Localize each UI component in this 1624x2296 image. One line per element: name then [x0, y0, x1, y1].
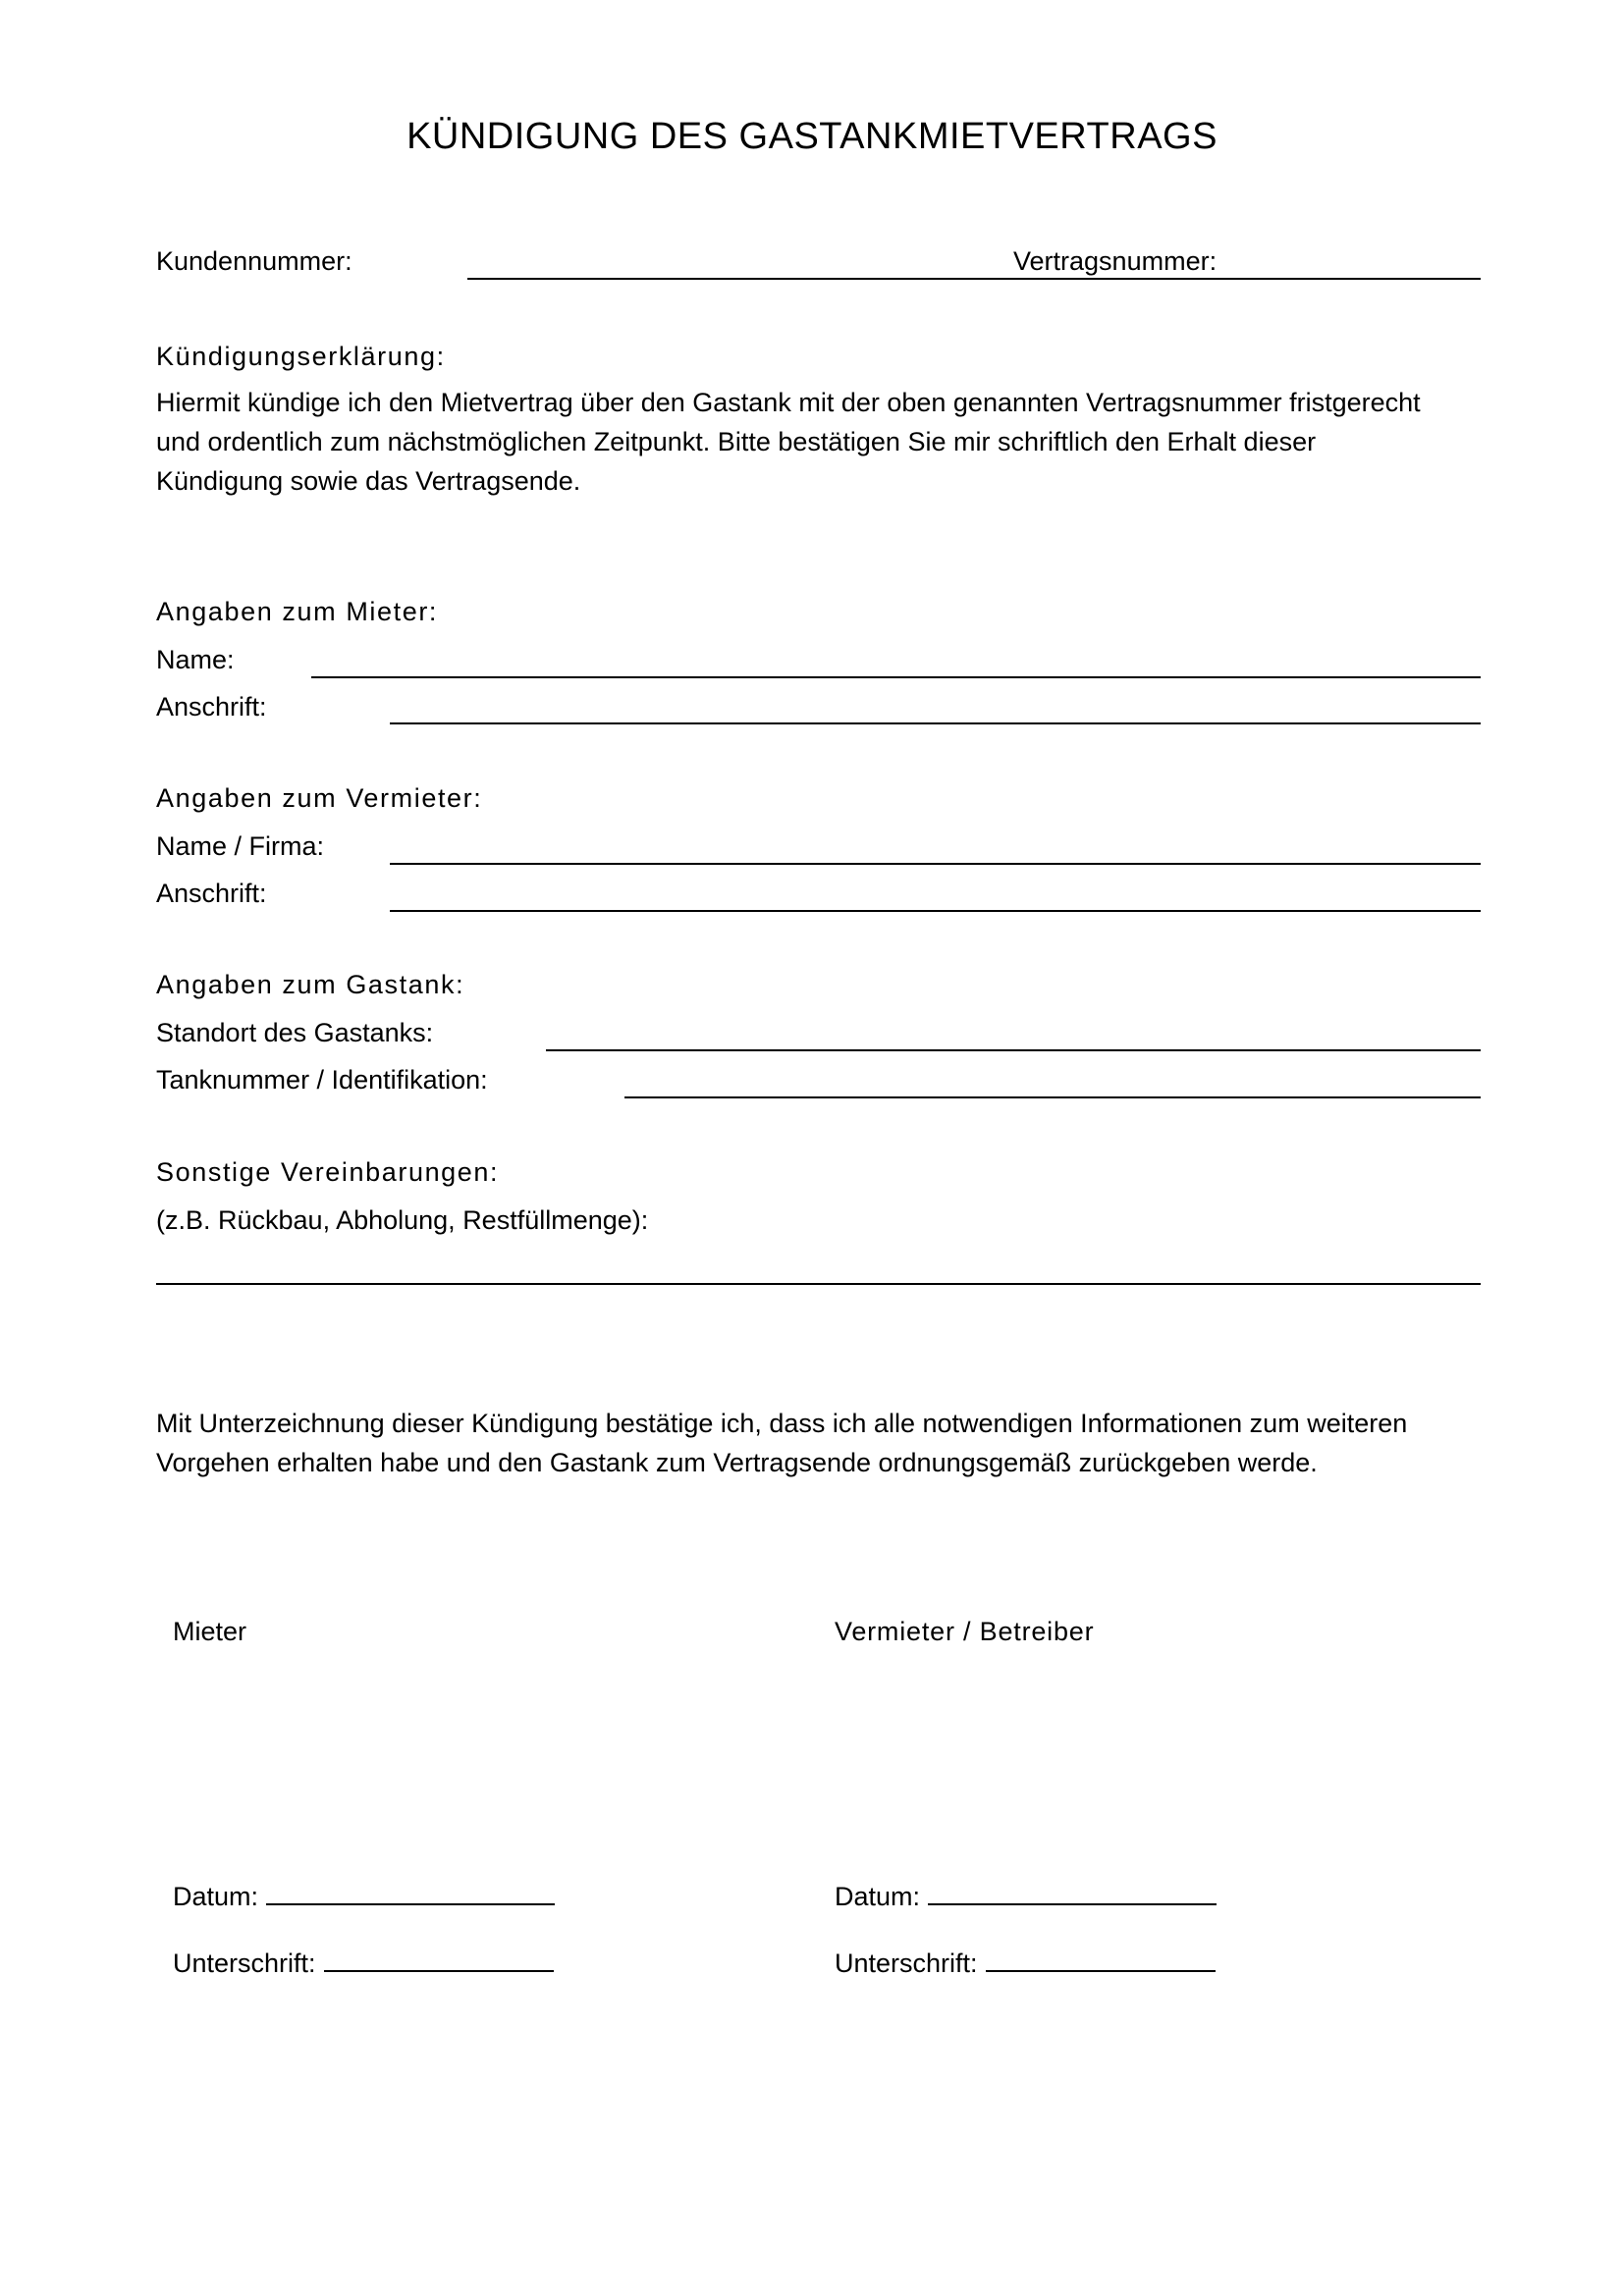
tenant-address-label: Anschrift: [156, 692, 267, 721]
tenant-date-field[interactable] [266, 1880, 555, 1905]
tenant-heading: Angaben zum Mieter: [156, 597, 439, 626]
customer-number-field[interactable] [467, 278, 1481, 280]
termination-heading: Kündigungserklärung: [156, 342, 446, 371]
tank-location-field[interactable] [546, 1049, 1481, 1051]
tenant-date-label: Datum: [173, 1882, 259, 1911]
landlord-address-field[interactable] [390, 910, 1481, 912]
termination-line: und ordentlich zum nächstmöglichen Zeitpunkt. Bitte bestätigen Sie mir schriftlich den Erhalt dieser [156, 427, 1317, 456]
tenant-signature-field[interactable] [324, 1947, 554, 1972]
landlord-address-label: Anschrift: [156, 879, 267, 908]
landlord-date-row [835, 1880, 1217, 1912]
termination-text [156, 383, 1531, 501]
tank-id-label: Tanknummer / Identifikation: [156, 1065, 488, 1095]
landlord-name-field[interactable] [390, 863, 1481, 865]
tenant-name-field[interactable] [311, 676, 1481, 678]
tenant-signature-label: Unterschrift: [173, 1949, 316, 1978]
tenant-name-label: Name: [156, 645, 235, 674]
tenant-address-field[interactable] [390, 722, 1481, 724]
confirmation-text [156, 1404, 1531, 1482]
landlord-date-label: Datum: [835, 1882, 921, 1911]
landlord-name-label: Name / Firma: [156, 831, 325, 861]
tenant-signature-heading: Mieter [173, 1617, 247, 1646]
landlord-signature-field[interactable] [986, 1947, 1216, 1972]
tenant-date-row [173, 1880, 555, 1912]
other-agreements-hint: (z.B. Rückbau, Abholung, Restfüllmenge): [156, 1205, 649, 1235]
landlord-signature-heading: Vermieter / Betreiber [835, 1617, 1095, 1646]
termination-line: Hiermit kündige ich den Mietvertrag über den Gastank mit der oben genannten Vertragsnummer fristgerecht [156, 388, 1421, 417]
tank-location-label: Standort des Gastanks: [156, 1018, 434, 1047]
other-agreements-field[interactable] [156, 1283, 1481, 1285]
contract-number-label: Vertragsnummer: [1013, 246, 1218, 276]
document-title: KÜNDIGUNG DES GASTANKMIETVERTRAGS [406, 116, 1218, 157]
confirmation-line: Mit Unterzeichnung dieser Kündigung bestätige ich, dass ich alle notwendigen Informationen zum weiteren [156, 1409, 1408, 1438]
customer-number-label: Kundennummer: [156, 246, 352, 276]
confirmation-line: Vorgehen erhalten habe und den Gastank zum Vertragsende ordnungsgemäß zurückgeben werde. [156, 1448, 1318, 1477]
tenant-signature-row [173, 1947, 554, 1979]
landlord-signature-row [835, 1947, 1216, 1979]
landlord-date-field[interactable] [928, 1880, 1217, 1905]
gas-tank-heading: Angaben zum Gastank: [156, 970, 465, 999]
other-agreements-heading: Sonstige Vereinbarungen: [156, 1157, 500, 1187]
termination-line: Kündigung sowie das Vertragsende. [156, 466, 581, 496]
tank-id-field[interactable] [624, 1096, 1481, 1098]
landlord-heading: Angaben zum Vermieter: [156, 783, 483, 813]
landlord-signature-label: Unterschrift: [835, 1949, 978, 1978]
